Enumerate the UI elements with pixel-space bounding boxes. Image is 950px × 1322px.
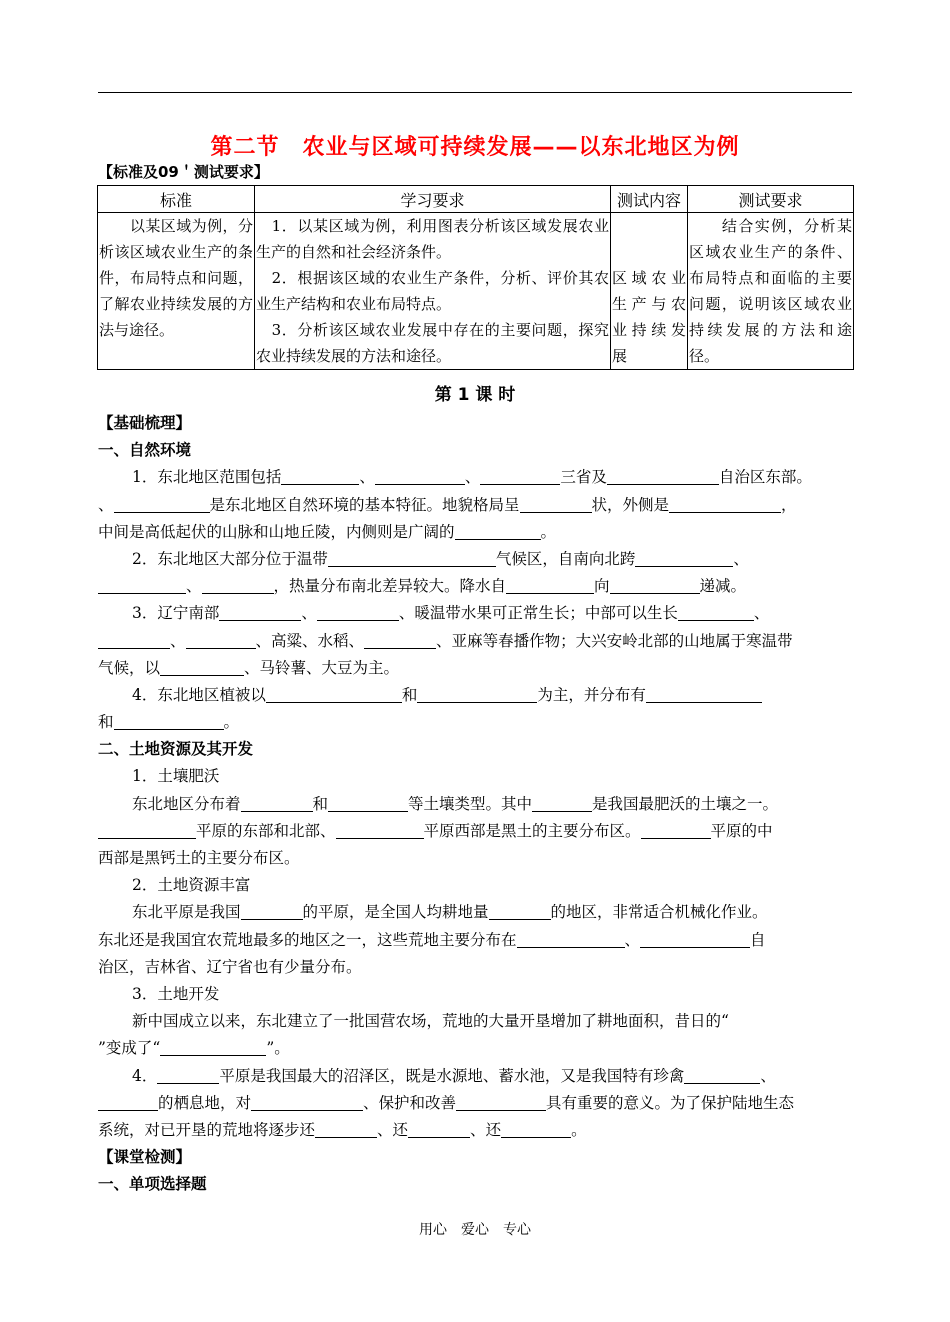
question-line: 治区，吉林省、辽宁省也有少量分布。 xyxy=(98,957,362,976)
answer-blank[interactable] xyxy=(610,576,700,594)
table-header-row xyxy=(98,186,854,213)
answer-blank[interactable] xyxy=(315,1120,377,1138)
subheading: 3．土地开发 xyxy=(132,984,220,1003)
question-line: 4． 平原是我国最大的沼泽区，既是水源地、蓄水池，又是我国特有珍禽 、 xyxy=(132,1066,776,1085)
answer-blank[interactable] xyxy=(517,930,625,948)
answer-blank[interactable] xyxy=(98,1093,158,1111)
answer-blank[interactable] xyxy=(375,467,465,485)
basic-heading: 【基础梳理】 xyxy=(98,414,192,432)
answer-blank[interactable] xyxy=(219,603,301,621)
answer-blank[interactable] xyxy=(336,821,424,839)
answer-blank[interactable] xyxy=(501,1120,571,1138)
answer-blank[interactable] xyxy=(114,712,224,730)
question-line: 新中国成立以来，东北建立了一批国营农场，荒地的大量开垦增加了耕地面积，昔日的“ xyxy=(132,1012,729,1031)
answer-blank[interactable] xyxy=(114,495,210,513)
question-line: 东北还是我国宜农荒地最多的地区之一，这些荒地主要分布在 、 自 xyxy=(98,930,766,949)
answer-blank[interactable] xyxy=(532,794,592,812)
answer-blank[interactable] xyxy=(456,1093,546,1111)
answer-blank[interactable] xyxy=(160,1038,266,1056)
check-heading: 【课堂检测】 xyxy=(98,1148,192,1167)
header-rule xyxy=(98,92,852,93)
land-heading: 二、土地资源及其开发 xyxy=(98,740,254,759)
answer-blank[interactable] xyxy=(241,902,303,920)
answer-blank[interactable] xyxy=(480,467,560,485)
answer-blank[interactable] xyxy=(251,1093,363,1111)
question-line: 和 。 xyxy=(98,713,240,732)
question-line: 西部是黑钙土的主要分布区。 xyxy=(98,849,300,867)
answer-blank[interactable] xyxy=(455,522,541,540)
page-footer: 用心 爱心 专心 xyxy=(419,1222,531,1238)
question-line: 、 、高粱、水稻、 、亚麻等春播作物；大兴安岭北部的山地属于寒温带 xyxy=(98,628,854,655)
question-line: 、 是东北地区自然环境的基本特征。地貌格局呈 状，外侧是 ， xyxy=(98,495,797,514)
answer-blank[interactable] xyxy=(417,685,537,703)
answer-blank[interactable] xyxy=(157,1066,219,1084)
answer-blank[interactable] xyxy=(489,902,551,920)
answer-blank[interactable] xyxy=(328,794,408,812)
answer-blank[interactable] xyxy=(640,930,750,948)
question-line: 、 ，热量分布南北差异较大。降水自 向 递减。 xyxy=(98,573,854,600)
cell-test-requirement: 结合实例，分析某区域农业生产的条件、布局特点和面临的主要问题，说明该区域农业持续发展的方法和途径。 xyxy=(688,213,854,370)
table-row xyxy=(98,213,854,370)
answer-blank[interactable] xyxy=(364,631,436,649)
question-line: 1．东北地区范围包括 、 、 三省及 自治区东部。 xyxy=(132,468,812,487)
subheading: 2．土地资源丰富 xyxy=(132,876,251,895)
question-line: 气候，以 、马铃薯、大豆为主。 xyxy=(98,658,400,677)
header-test-requirement: 测试要求 xyxy=(688,186,854,213)
answer-blank[interactable] xyxy=(98,631,170,649)
header-learning: 学习要求 xyxy=(255,186,611,213)
answer-blank[interactable] xyxy=(506,576,594,594)
lesson-heading: 第 1 课 时 xyxy=(434,385,516,405)
question-line: 4．东北地区植被以 和 为主，并分布有 xyxy=(98,682,854,709)
answer-blank[interactable] xyxy=(684,1066,760,1084)
answer-blank[interactable] xyxy=(281,467,359,485)
question-line: 的栖息地，对 、保护和改善 具有重要的意义。为了保护陆地生态 xyxy=(98,1090,854,1117)
answer-blank[interactable] xyxy=(202,576,274,594)
question-line: 3．辽宁南部 、 、暖温带水果可正常生长；中部可以生长 、 xyxy=(132,604,770,623)
answer-blank[interactable] xyxy=(669,495,781,513)
question-line: 平原的东部和北部、 平原西部是黑土的主要分布区。 平原的中 xyxy=(98,818,854,845)
requirements-heading: 【标准及09＇测试要求】 xyxy=(98,163,269,181)
requirements-table xyxy=(97,185,854,370)
learning-item: 1．以某区域为例，利用图表分析该区域发展农业生产的自然和社会经济条件。 xyxy=(256,217,609,261)
learning-item: 3．分析该区域农业发展中存在的主要问题，探究农业持续发展的方法和途径。 xyxy=(256,321,609,365)
answer-blank[interactable] xyxy=(266,685,402,703)
answer-blank[interactable] xyxy=(98,821,196,839)
answer-blank[interactable] xyxy=(635,549,733,567)
subheading: 1．土壤肥沃 xyxy=(132,767,220,786)
cell-learning xyxy=(255,213,611,370)
answer-blank[interactable] xyxy=(520,495,592,513)
learning-item: 2．根据该区域的农业生产条件，分析、评价其农业生产结构和农业布局特点。 xyxy=(256,269,609,313)
page-title: 第二节 农业与区域可持续发展——以东北地区为例 xyxy=(210,135,740,160)
question-line: 东北地区分布着 和 等土壤类型。其中 是我国最肥沃的土壤之一。 xyxy=(132,794,779,813)
worksheet-body xyxy=(98,410,854,1198)
header-standard: 标准 xyxy=(98,186,255,213)
answer-blank[interactable] xyxy=(328,549,496,567)
answer-blank[interactable] xyxy=(408,1120,470,1138)
answer-blank[interactable] xyxy=(678,603,754,621)
answer-blank[interactable] xyxy=(646,685,762,703)
answer-blank[interactable] xyxy=(641,821,711,839)
header-test-content: 测试内容 xyxy=(611,186,688,213)
answer-blank[interactable] xyxy=(160,658,244,676)
single-choice-heading: 一、单项选择题 xyxy=(98,1175,207,1194)
answer-blank[interactable] xyxy=(241,794,313,812)
answer-blank[interactable] xyxy=(186,631,256,649)
cell-test-content: 区域农业生产与农业持续发展 xyxy=(611,213,688,370)
question-line: 中间是高低起伏的山脉和山地丘陵，内侧则是广阔的 。 xyxy=(98,522,557,541)
env-heading: 一、自然环境 xyxy=(98,441,192,460)
question-line: 东北平原是我国 的平原，是全国人均耕地量 的地区，非常适合机械化作业。 xyxy=(132,903,768,922)
cell-standard: 以某区域为例，分析该区域农业生产的条件，布局特点和问题，了解农业持续发展的方法与途径。 xyxy=(98,213,255,370)
answer-blank[interactable] xyxy=(607,467,719,485)
question-line: ”变成了“ ”。 xyxy=(98,1039,290,1058)
question-line: 2．东北地区大部分位于温带 气候区，自南向北跨 、 xyxy=(132,549,749,568)
answer-blank[interactable] xyxy=(98,576,186,594)
question-line: 系统，对已开垦的荒地将逐步还 、还 、还 。 xyxy=(98,1120,587,1139)
answer-blank[interactable] xyxy=(317,603,399,621)
